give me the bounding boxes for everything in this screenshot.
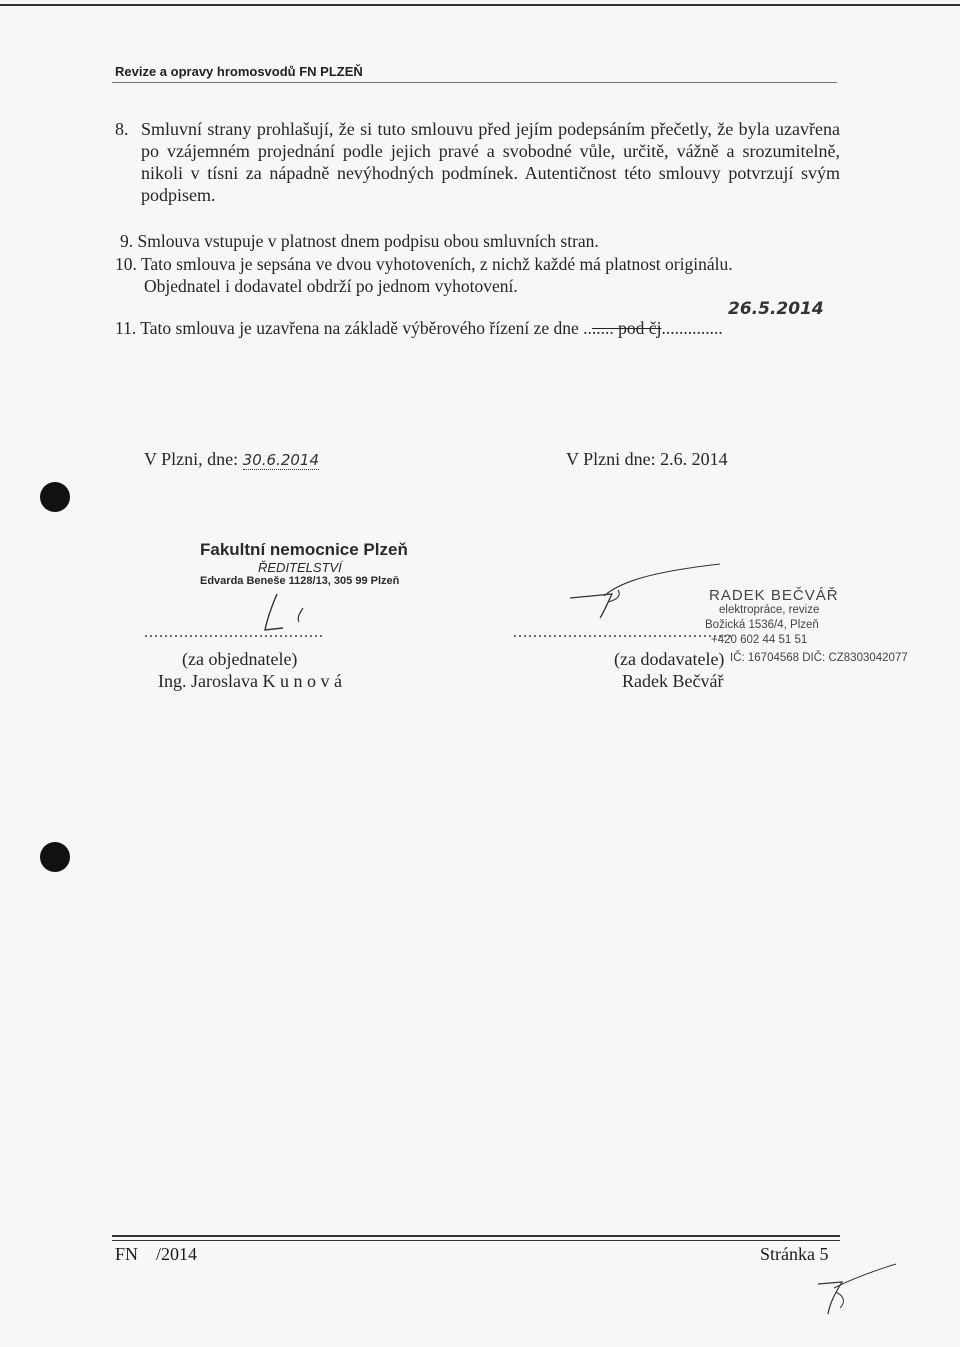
clause-8-text: Smluvní strany prohlašují, že si tuto smlouvu před jejím podepsáním přečetly, že byla uzavřena po vzájemném projednání podle jejich pravé a svobodné vůle, určitě, vážně a srozumitelně, nikoli v tísni za nápadně nevýhodných podmínek. Autentičnost této smlouvy potvrzují svým podpisem. [141,119,840,205]
left-stamp-line2: ŘEDITELSTVÍ [258,560,342,575]
left-signer-role: (za objednatele) [182,649,298,669]
clause-11-dots-after: .............. [661,318,723,338]
clause-10-line2: Objednatel i dodavatel obdrží po jednom vyhotovení. [144,276,518,296]
clause-11-dots-before: .. [583,318,592,338]
right-stamp-line2: elektropráce, revize [719,604,820,616]
clause-8 [115,118,840,210]
footer-document-number: FN /2014 [115,1244,198,1264]
left-stamp [200,540,408,587]
left-signature-dots: .................................... [144,624,324,641]
clause-11-number: 11. [115,318,137,338]
right-stamp-line4: +420 602 44 51 51 [711,634,808,646]
footer-page-number: Stránka 5 [760,1244,829,1264]
clause-10-line1: Tato smlouva je sepsána ve dvou vyhotoveních, z nichž každé má platnost originálu. [140,254,733,274]
clause-9-number: 9. [120,231,134,251]
right-signature-dots: ............................................ [513,624,733,641]
clause-10-number: 10. [115,254,137,274]
top-edge-line [0,4,960,6]
punch-hole-upper [40,482,70,512]
right-stamp-line5: IČ: 16704568 DIČ: CZ8303042077 [730,652,908,664]
document-header-title: Revize a opravy hromosvodů FN PLZEŇ [115,64,363,79]
left-signer-name: Ing. Jaroslava K u n o v á [158,671,342,691]
footer-rule-thin [112,1240,840,1241]
footer-initials-scribble [800,1262,900,1322]
right-stamp-line3: Božická 1536/4, Plzeň [705,619,819,631]
clause-11-handwritten-date: 26.5.2014 [728,299,824,319]
left-place-label: V Plzni, dne: [144,449,239,469]
left-stamp-line3: Edvarda Beneše 1128/13, 305 99 Plzeň [200,575,400,587]
clause-10 [115,253,840,275]
left-handwritten-date: 30.6.2014 [242,451,320,469]
clause-8-number: 8. [115,119,129,139]
clause-9-text: Smlouva vstupuje v platnost dnem podpisu obou smluvních stran. [137,231,599,251]
right-signer-name: Radek Bečvář [622,671,724,691]
clause-9 [120,230,599,252]
footer-rule-thick [112,1235,840,1237]
header-divider [112,82,837,83]
left-stamp-line1: Fakultní nemocnice Plzeň [200,540,408,559]
right-signer-role: (za dodavatele) [614,649,725,669]
clause-11 [115,317,723,339]
right-place-date: V Plzni dne: 2.6. 2014 [566,449,728,469]
clause-11-text: Tato smlouva je uzavřena na základě výběrového řízení ze dne [140,318,579,338]
punch-hole-lower [40,842,70,872]
left-signature-date [144,448,319,471]
clause-11-struck-text: ..... pod čj [591,318,662,338]
right-stamp-line1: RADEK BEČVÁŘ [709,587,839,604]
